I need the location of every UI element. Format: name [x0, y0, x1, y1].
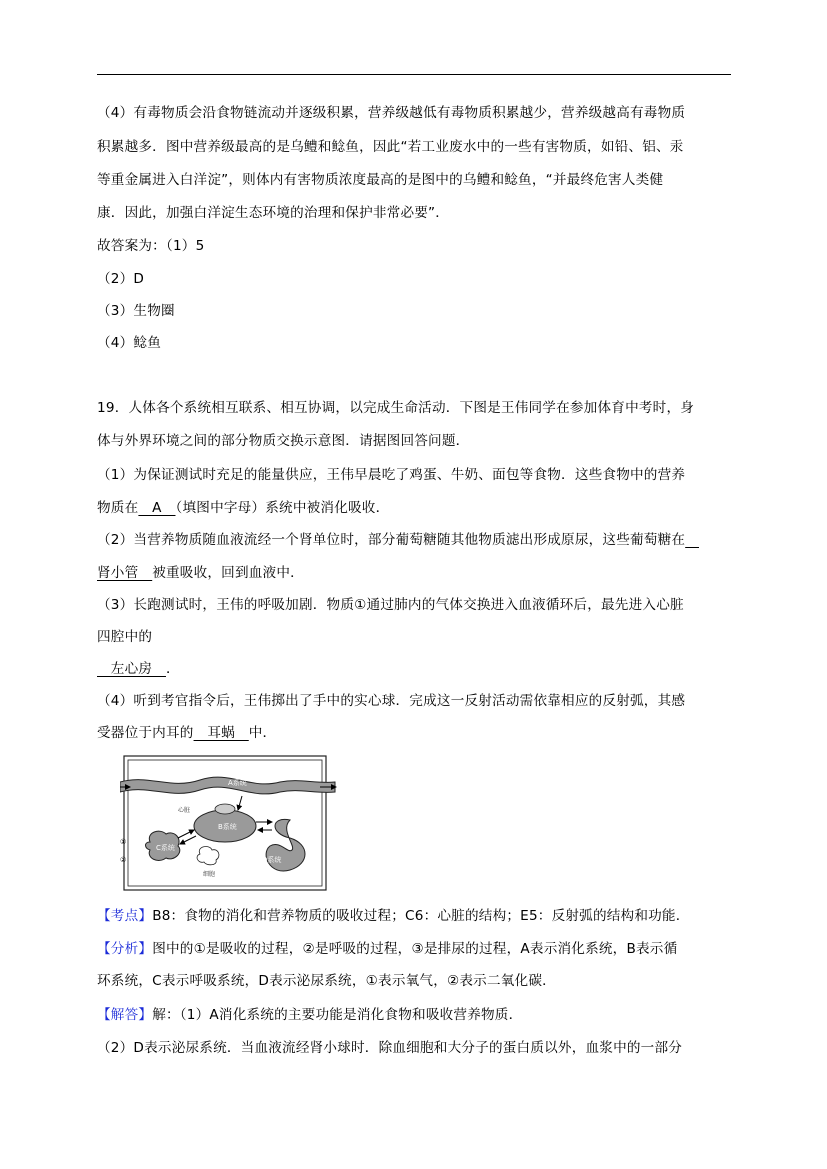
- label-D: D系统: [262, 856, 282, 864]
- answer-intro: 故答案为：（1）5: [97, 238, 205, 254]
- fenxi-text: 图中的①是吸收的过程，②是呼吸的过程，③是排尿的过程，A表示消化系统，B表示循: [152, 941, 678, 957]
- jieda-tag: 【解答】: [97, 1007, 153, 1023]
- question-stem-line1: 19．人体各个系统相互联系、相互协调，以完成生命活动．下图是王伟同学在参加体育中考时，身: [97, 400, 695, 416]
- jieda-line2: （2）D表示泌尿系统．当血液流经肾小球时．除血细胞和大分子的蛋白质以外，血浆中的一部分: [97, 1040, 683, 1056]
- heart-shape: [215, 804, 235, 814]
- q2-line1: [97, 531, 699, 549]
- q2-post: 被重吸收，回到血液中．: [152, 565, 304, 581]
- q2-line2: [97, 564, 304, 582]
- question-stem-line2: 体与外界环境之间的部分物质交换示意图．请据图回答问题．: [97, 433, 470, 449]
- label-heart: 心脏: [178, 807, 191, 814]
- q1-line1: （1）为保证测试时充足的能量供应，王伟早晨吃了鸡蛋、牛奶、面包等食物．这些食物中的营养: [97, 467, 686, 483]
- q1-line2: [97, 499, 389, 517]
- fenxi-line1: [97, 940, 677, 958]
- prev-para4-line1: （4）有毒物质会沿食物链流动并逐级积累，营养级越低有毒物质积累越少，营养级越高有毒物质: [97, 105, 686, 121]
- fenxi-line2: 环系统，C表示呼吸系统，D表示泌尿系统，①表示氧气，②表示二氧化碳．: [97, 973, 556, 989]
- label-cell: 细胞: [203, 871, 216, 878]
- header-rule: [97, 74, 731, 75]
- jieda-text: 解：（1）A消化系统的主要功能是消化食物和吸收营养物质．: [152, 1007, 523, 1023]
- q1-answer-blank: A: [138, 500, 176, 516]
- arrow-C-to-B: [178, 830, 194, 838]
- answer-3: （3）生物圈: [97, 303, 175, 319]
- q2-text: （2）当营养物质随血液流经一个肾单位时，部分葡萄糖随其他物质滤出形成原尿，这些葡萄糖在: [97, 532, 686, 548]
- q3-answer-blank: 左心房: [97, 661, 166, 677]
- label-B: B系统: [218, 823, 237, 831]
- q3-line2: 四腔中的: [97, 629, 153, 645]
- fenxi-tag: 【分析】: [97, 941, 153, 957]
- q2-answer-blank: 肾小管: [97, 565, 153, 581]
- q3-line1: （3）长跑测试时，王伟的呼吸加剧．物质①通过肺内的气体交换进入血液循环后，最先进入心脏: [97, 597, 684, 613]
- q4-answer-blank: 耳蜗: [193, 725, 249, 741]
- q4-line2: [97, 724, 276, 742]
- q3-post: ．: [165, 661, 180, 677]
- label-mark2: ②: [120, 856, 127, 864]
- q4-post: 中．: [248, 725, 277, 741]
- answer-4: （4）鲶鱼: [97, 335, 162, 351]
- prev-para4-line2: 积累越多．图中营养级最高的是乌鳢和鲶鱼，因此“若工业废水中的一些有害物质，如铅、铝、汞: [97, 139, 684, 155]
- kaodian-text: B8：食物的消化和营养物质的吸收过程；C6：心脏的结构；E5：反射弧的结构和功能．: [152, 908, 690, 924]
- q4-line1: （4）听到考官指令后，王伟掷出了手中的实心球．完成这一反射活动需依靠相应的反射弧，其感: [97, 693, 686, 709]
- prev-para4-line4: 康．因此，加强白洋淀生态环境的治理和保护非常必要”．: [97, 205, 450, 221]
- arrow-B-to-C: [180, 836, 196, 844]
- label-C: C系统: [156, 844, 175, 852]
- label-mark1: ①: [120, 838, 127, 846]
- q2-blank-start: [685, 532, 699, 548]
- arrow-A-to-B: [238, 796, 242, 810]
- label-A: A系统: [228, 779, 247, 787]
- kaodian-tag: 【考点】: [97, 908, 153, 924]
- q4-pre: 受器位于内耳的: [97, 725, 194, 741]
- q3-line3: [97, 660, 180, 678]
- q1-pre: 物质在: [97, 500, 139, 516]
- prev-para4-line3: 等重金属进入白洋淀”，则体内有害物质浓度最高的是图中的乌鳢和鲶鱼，“并最终危害人类健: [97, 172, 664, 188]
- jieda-line1: [97, 1006, 522, 1024]
- answer-2: （2）D: [97, 271, 145, 287]
- q1-post: （填图中字母）系统中被消化吸收．: [175, 500, 390, 516]
- kaodian-line: [97, 907, 690, 925]
- body-systems-diagram: [120, 754, 338, 892]
- cell-shape: [197, 847, 219, 865]
